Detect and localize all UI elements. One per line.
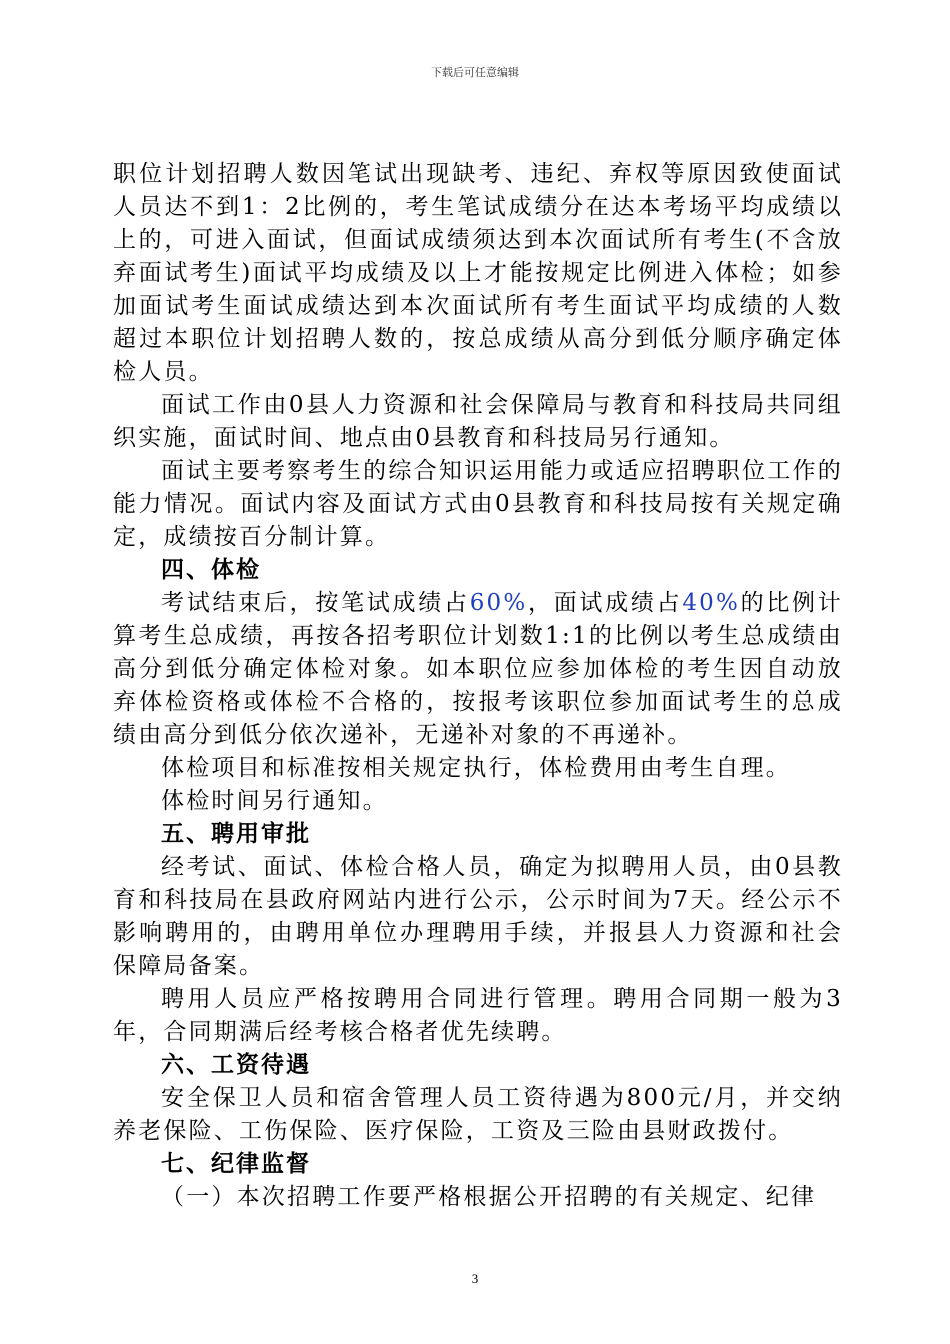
written-exam-percentage: 60% [469,590,528,616]
paragraph-exam-standards: 体检项目和标准按相关规定执行，体检费用由考生自理。 [161,755,791,781]
interview-percentage: 40% [682,590,741,616]
paragraph-interview-content: 面试主要考察考生的综合知识运用能力或适应招聘职位工作的能力情况。面试内容及面试方式由0县教育和科技局按有关规定确定，成绩按百分制计算。 [113,458,843,550]
page-number: 3 [471,1271,479,1286]
score-text-a: 考试结束后，按笔试成绩占 [161,590,470,616]
paragraph-score-calculation [113,587,843,752]
document-body [113,158,843,1214]
score-text-b: ，面试成绩占 [527,590,683,616]
section-heading-discipline: 七、纪律监督 [161,1151,311,1177]
score-text-c: 的比例计算考生总成绩，再按各招考职位计划数1:1的比例以考生总成绩由高分到低分确定体检对象。如本职位应参加体检的考生因自动放弃体检资格或体检不合格的，按报考该职位参加面试考生的总成绩由高分到低分依次递补，无递补对象的不再递补。 [113,590,843,748]
section-heading-employment-approval: 五、聘用审批 [161,821,311,847]
page-header: 下载后可任意编辑 [431,66,519,79]
section-heading-salary: 六、工资待遇 [161,1052,311,1078]
paragraph-salary: 安全保卫人员和宿舍管理人员工资待遇为800元/月，并交纳养老保险、工伤保险、医疗保险，工资及三险由县财政拨付。 [113,1085,843,1144]
paragraph-interview-organization: 面试工作由0县人力资源和社会保障局与教育和科技局共同组织实施，面试时间、地点由0县教育和科技局另行通知。 [113,392,843,451]
paragraph-discipline: （一）本次招聘工作要严格根据公开招聘的有关规定、纪律 [161,1184,817,1210]
paragraph-exam-time: 体检时间另行通知。 [161,788,388,814]
section-heading-physical-exam: 四、体检 [161,557,261,583]
paragraph-interview-ratio: 职位计划招聘人数因笔试出现缺考、违纪、弃权等原因致使面试人员达不到1：2比例的，考生笔试成绩分在达本考场平均成绩以上的，可进入面试，但面试成绩须达到本次面试所有考生(不含放弃面试考生)面试平均成绩及以上才能按规定比例进入体检；如参加面试考生面试成绩达到本次面试所有考生面试平均成绩的人数超过本职位计划招聘人数的，按总成绩从高分到低分顺序确定体检人员。 [113,161,843,385]
paragraph-contract: 聘用人员应严格按聘用合同进行管理。聘用合同期一般为3年，合同期满后经考核合格者优先续聘。 [113,986,843,1045]
paragraph-public-notice: 经考试、面试、体检合格人员，确定为拟聘用人员，由0县教育和科技局在县政府网站内进行公示，公示时间为7天。经公示不影响聘用的，由聘用单位办理聘用手续，并报县人力资源和社会保障局备案。 [113,854,843,979]
